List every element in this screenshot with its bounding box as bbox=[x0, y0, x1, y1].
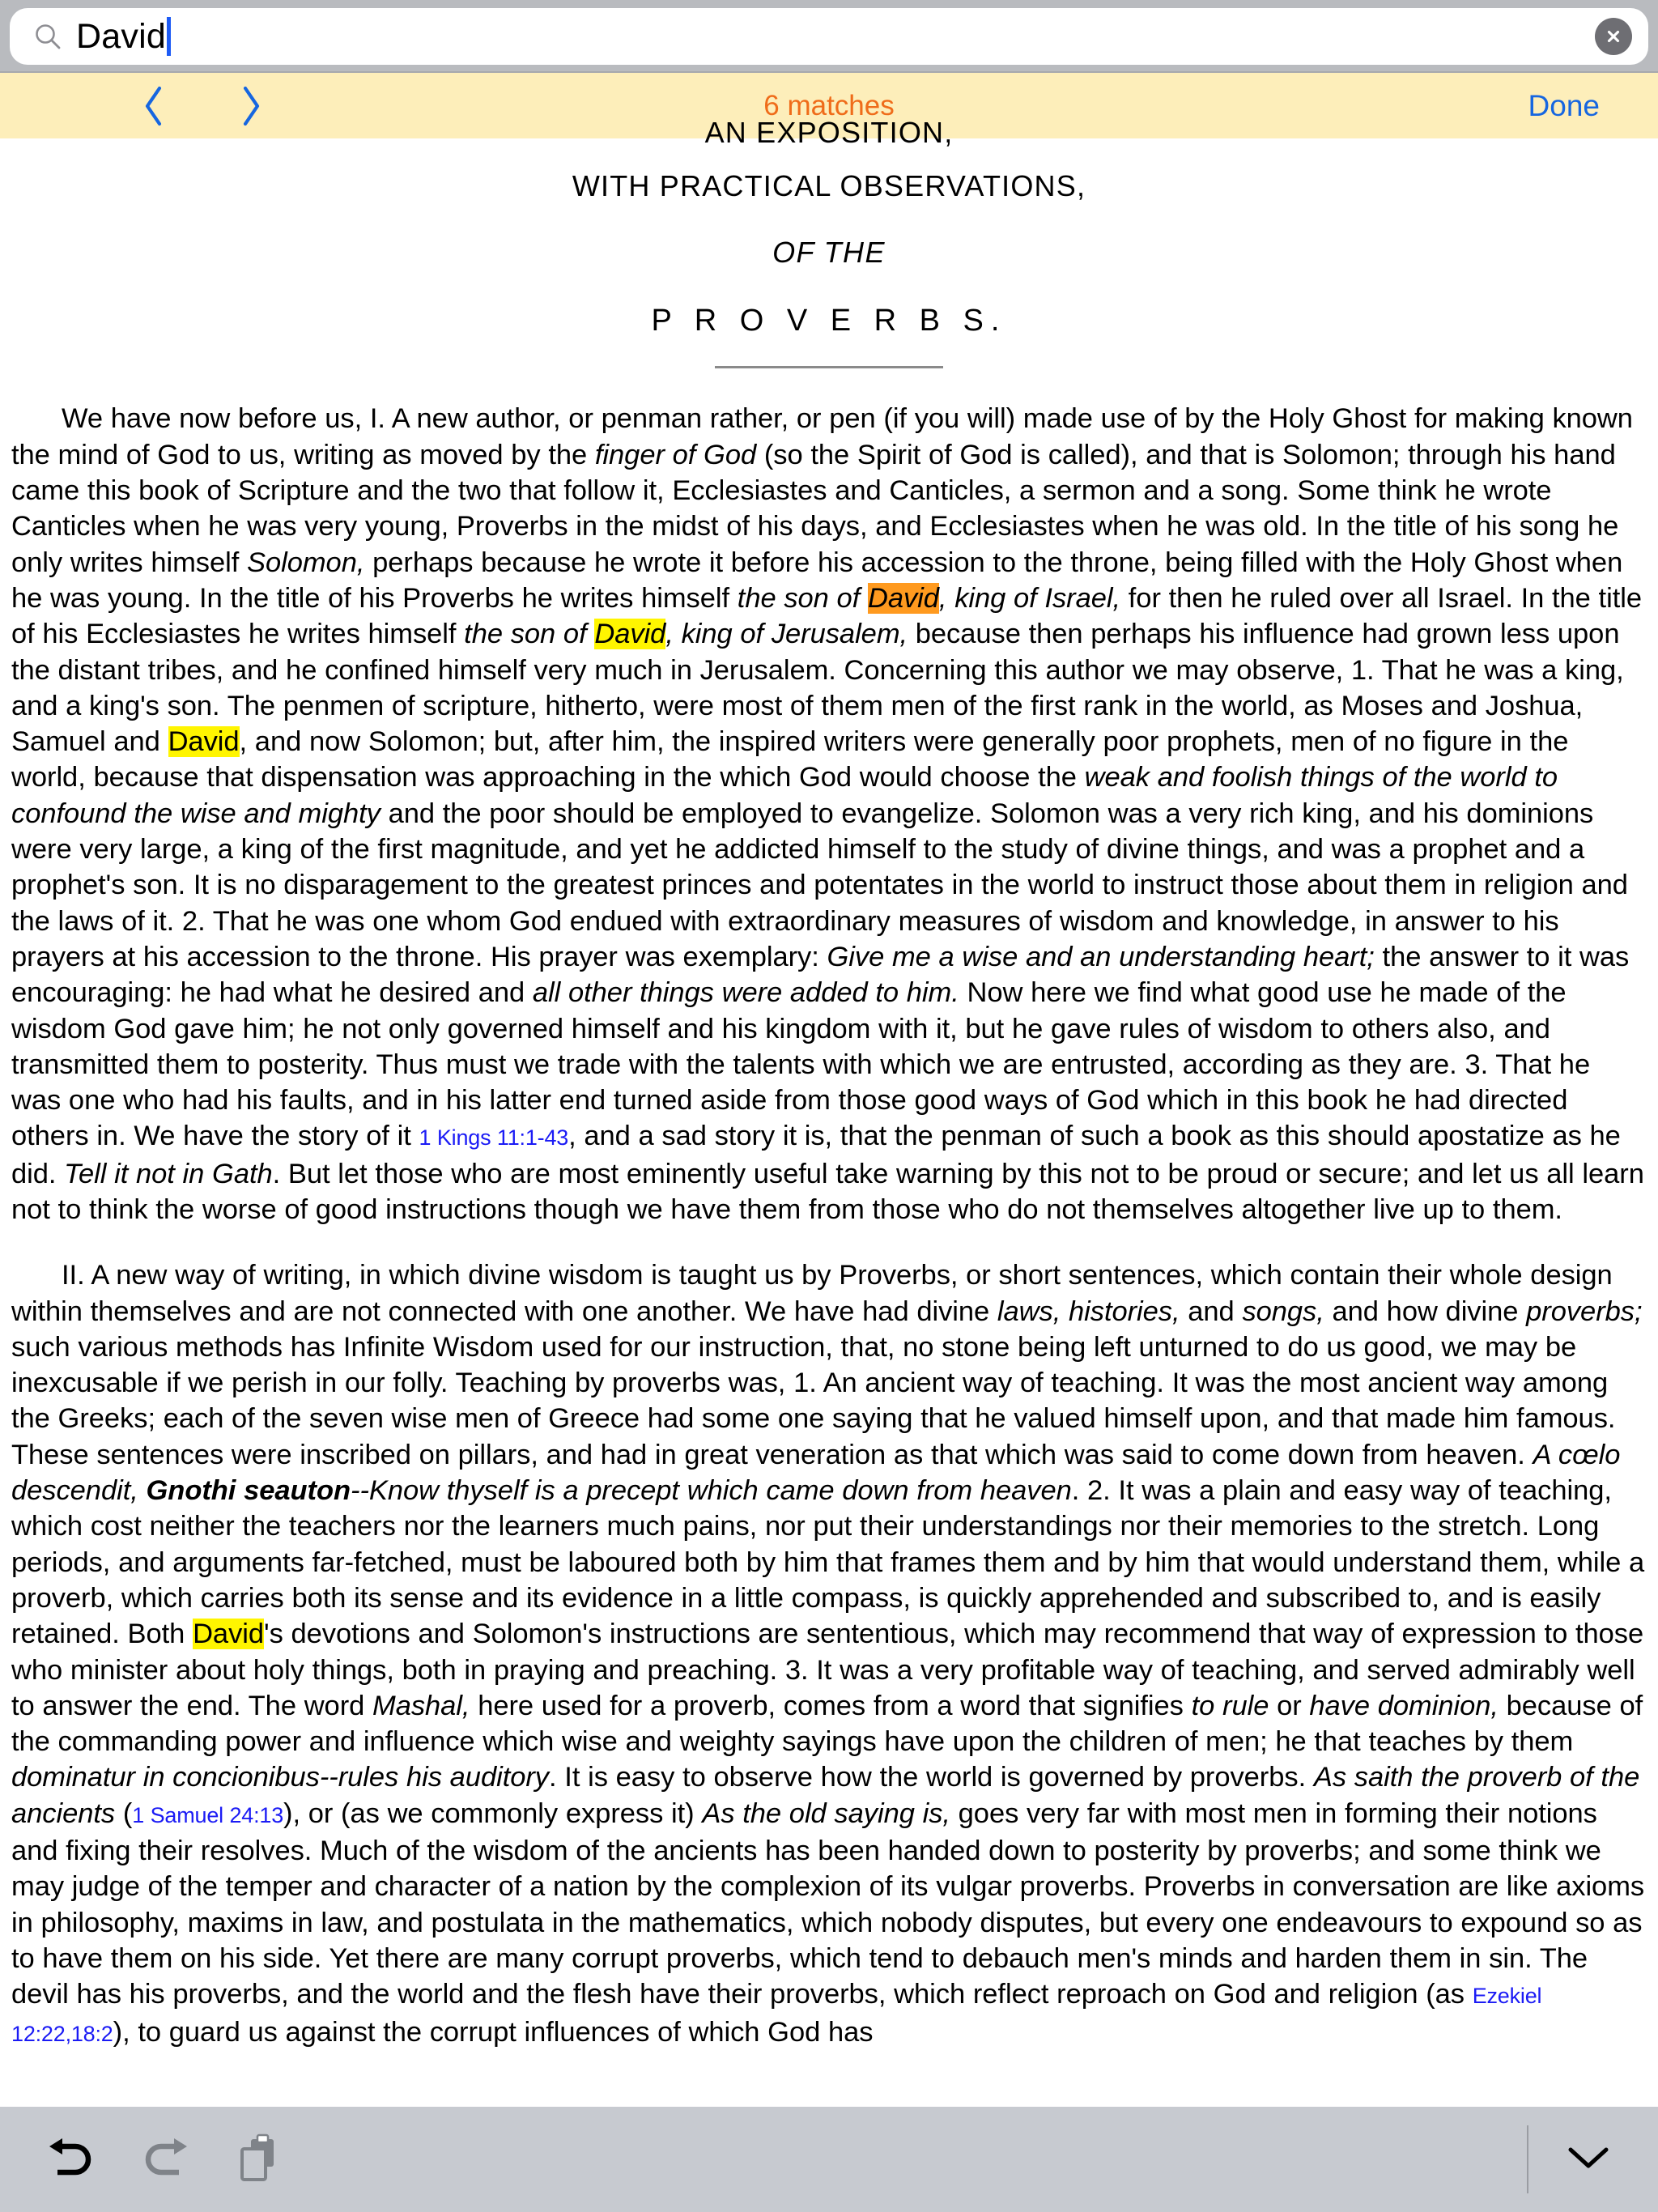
p1-italic-7: weak and foolish things of the world to confound the wise and mighty bbox=[11, 762, 1558, 829]
paragraph-2 bbox=[11, 1257, 1647, 2052]
p2-text-3: and how divine bbox=[1324, 1295, 1527, 1327]
p2-text-5: . 2. It was a plain and easy way of teaching, which cost neither the teachers nor the learners much pains, nor put their understandings nor their memories to the stretch. Long periods, and arguments far-fetched, must be laboured both by him that frames them and by him that would understand them, while a proverb, which carries both its sense and its evidence in a little compass, is quickly apprehended and subscribed to, and is easily retained. Both bbox=[11, 1475, 1645, 1650]
search-text-zone[interactable] bbox=[76, 8, 1595, 65]
toolbar-divider bbox=[1527, 2125, 1528, 2193]
p2-text-1: II. A new way of writing, in which divine wisdom is taught us by Proverbs, or short sentences, which contain their whole design within themselves and are not connected with one another. We have had divine bbox=[11, 1260, 1613, 1327]
p2-italic-2: songs, bbox=[1242, 1295, 1324, 1327]
document-body bbox=[11, 401, 1647, 2051]
chevron-down-icon bbox=[1566, 2143, 1611, 2176]
p1-italic-10: Tell it not in Gath bbox=[64, 1158, 273, 1189]
p1-italic-9: all other things were added to him. bbox=[532, 977, 959, 1009]
scripture-reference-link[interactable]: Ezekiel 12:22,18:2 bbox=[11, 1984, 1542, 2046]
paste-button[interactable] bbox=[225, 2125, 293, 2193]
p2-text-4: such various methods has Infinite Wisdom used for our instruction, that, no stone being left unturned to do us good, we may be inexcusable if we perish in our folly. Teaching by proverbs was, 1. An ancient way of teaching. It was the most ancient way among the Greeks; each of the seven wise men of Greece had some one saying that he valued himself upon, and that made him famous. These sentences were inscribed on pillars, and had in great veneration as that which was said to come down from heaven. bbox=[11, 1331, 1616, 1470]
p2-italic-10: As saith the proverb of the ancients bbox=[11, 1762, 1640, 1829]
scripture-reference-link[interactable]: 1 Samuel 24:13 bbox=[132, 1802, 284, 1827]
p2-text-10: . It is easy to observe how the world is governed by proverbs. bbox=[549, 1762, 1314, 1793]
p2-bold-latin: Gnothi seauton bbox=[146, 1475, 351, 1507]
p2-italic-9: dominatur in concionibus--rules his auditory bbox=[11, 1762, 550, 1793]
search-match[interactable]: David bbox=[193, 1619, 265, 1650]
p1-text-1: We have now before us, I. A new author, or penman rather, or pen (if you will) made use of by the Holy Ghost for making known the mind of God to us, writing as moved by the bbox=[11, 403, 1633, 470]
p1-text-9: Now here we find what good use he made of the wisdom God gave him; he not only governed himself and his kingdom with it, but he gave rules of wisdom to others also, and transmitted them to posterity. Thus must we trade with the talents with which we are entrusted, according as they are. 3. That he was one who had his faults, and in his latter end turned aside from those good ways of God which in this book he had directed others in. We have the story of it bbox=[11, 977, 1591, 1152]
p2-text-11: ( bbox=[115, 1797, 133, 1829]
bottom-toolbar bbox=[0, 2107, 1658, 2212]
p2-text-7: here used for a proverb, comes from a word that signifies bbox=[470, 1690, 1192, 1721]
p1-italic-1: finger of God bbox=[594, 439, 757, 470]
title-proverbs: P R O V E R B S. bbox=[651, 304, 1007, 338]
p1-text-5: because then perhaps his influence had grown less upon the distant tribes, and he confined himself very much in Jerusalem. Concerning this author we may observe, 1. That he was a king, and a king's son. The penmen of scripture, hitherto, were most of them men of the first rank in the world, as Moses and Joshua, Samuel and bbox=[11, 619, 1624, 758]
match-count-label: 6 matches bbox=[763, 89, 895, 121]
p1-text-2: (so the Spirit of God is called), and that is Solomon; through his hand came this book of Scripture and the two that follow it, Ecclesiastes and Canticles, a sermon and a song. Some think he wrote Canticles when he was very young, Proverbs in the midst of his days, and Ecclesiastes when he was old. In the title of his song he only writes himself bbox=[11, 439, 1619, 578]
p2-text-14: ), to guard us against the corrupt influences of which God has bbox=[113, 2016, 874, 2048]
p2-text-6: 's devotions and Solomon's instructions are sententious, which may recommend that way of expression to those who minister about holy things, both in praying and preaching. 3. It was a very profitable way of teaching, and served admirably well to answer the end. The word bbox=[11, 1619, 1644, 1721]
search-query-value: David bbox=[76, 16, 166, 56]
p2-italic-5: --Know thyself is a precept which came down from heaven bbox=[351, 1475, 1072, 1507]
dismiss-keyboard-button[interactable] bbox=[1556, 2127, 1621, 2192]
clipboard-paste-icon bbox=[238, 2134, 280, 2184]
p2-italic-3: proverbs; bbox=[1526, 1295, 1643, 1327]
p2-italic-1: laws, histories, bbox=[997, 1295, 1180, 1327]
title-an-exposition: AN EXPOSITION, bbox=[704, 116, 954, 149]
title-with-practical-observations: WITH PRACTICAL OBSERVATIONS, bbox=[572, 169, 1086, 202]
undo-button[interactable] bbox=[37, 2125, 105, 2193]
p2-italic-7: to rule bbox=[1191, 1690, 1269, 1721]
p2-text-2: and bbox=[1180, 1295, 1243, 1327]
p1-text-11: . But let those who are most eminently useful take warning by this not to be proud or secure; and let us all learn not to think the worse of good instructions though we have them from those who do not themselves altogether live up to them. bbox=[11, 1158, 1644, 1225]
redo-arrow-icon bbox=[140, 2137, 190, 2182]
p2-italic-11: As the old saying is, bbox=[702, 1797, 950, 1829]
title-line-1-clipped bbox=[11, 116, 1647, 169]
p1-italic-5: the son of bbox=[464, 619, 595, 650]
search-bar bbox=[0, 0, 1658, 71]
p1-text-4: for then he ruled over all Israel. In the title of his Ecclesiastes he writes himself bbox=[11, 582, 1642, 650]
search-match[interactable]: David bbox=[594, 619, 666, 650]
title-of-the: OF THE bbox=[772, 236, 886, 270]
redo-button[interactable] bbox=[131, 2125, 199, 2193]
text-cursor bbox=[167, 17, 171, 56]
p1-text-6: , and now Solomon; but, after him, the inspired writers were generally poor prophets, men of no figure in the world, because that dispensation was approaching in the which God would choose the bbox=[11, 726, 1569, 793]
p2-italic-4: A cœlo descendit, bbox=[11, 1439, 1621, 1507]
p2-text-9: because of the commanding power and influence which wise and weighty sayings have upon the children of men; he that teaches by them bbox=[11, 1690, 1643, 1758]
p2-text-8: or bbox=[1269, 1690, 1310, 1721]
document-title-block bbox=[11, 116, 1647, 368]
p1-text-10: , and a sad story it is, that the penman of such a book as this should apostatize as he did. bbox=[11, 1121, 1621, 1189]
search-match[interactable]: David bbox=[168, 726, 240, 758]
p1-italic-3: the son of bbox=[737, 582, 868, 614]
search-match-current[interactable]: David bbox=[867, 582, 939, 614]
document-page bbox=[0, 116, 1658, 2052]
undo-arrow-icon bbox=[46, 2137, 96, 2182]
p1-text-3: perhaps because he wrote it before his accession to the throne, being filled with the Holy Ghost when he was young. In the title of his Proverbs he writes himself bbox=[11, 547, 1623, 614]
document-scroll-area[interactable] bbox=[0, 116, 1658, 2107]
title-divider bbox=[715, 366, 943, 368]
p2-italic-8: have dominion, bbox=[1309, 1690, 1499, 1721]
p1-text-8: the answer to it was encouraging: he had what he desired and bbox=[11, 941, 1630, 1009]
done-button[interactable]: Done bbox=[1528, 88, 1600, 122]
search-input[interactable] bbox=[10, 8, 1648, 65]
p1-text-7: and the poor should be employed to evangelize. Solomon was a very rich king, and his dominions were very large, a king of the first magnitude, and yet he addicted himself to the study of divine things, and was a prophet and a prophet's son. It is no disparagement to the greatest princes and potentates in the world to instruct those about them in religion and the laws of it. 2. That he was one whom God endued with extraordinary measures of wisdom and knowledge, in answer to his prayers at his accession to the throne. His prayer was exemplary: bbox=[11, 798, 1628, 972]
p2-text-12: ), or (as we commonly express it) bbox=[283, 1797, 703, 1829]
p1-italic-4: , king of Israel, bbox=[938, 582, 1121, 614]
search-icon bbox=[34, 23, 62, 50]
paragraph-1 bbox=[11, 401, 1647, 1227]
p2-text-13: goes very far with most men in forming their notions and fixing their resolves. Much of the wisdom of the ancients has been handed down to posterity by proverbs; and some think we may judge of the temper and character of a nation by the complexion of its vulgar proverbs. Proverbs in conversation are like axioms in philosophy, maxims in law, and postulata in the mathematics, which nobody disputes, but every one endeavours to expound so as to have them on his side. Yet there are many corrupt proverbs, which tend to debauch men's minds and harden them in sin. The devil has his proverbs, and the world and the flesh have their proverbs, which reflect reproach on God and religion (as bbox=[11, 1797, 1645, 2010]
clear-search-button[interactable] bbox=[1595, 18, 1632, 55]
p1-italic-6: , king of Jerusalem, bbox=[665, 619, 908, 650]
scripture-reference-link[interactable]: 1 Kings 11:1-43 bbox=[419, 1125, 569, 1151]
p1-italic-8: Give me a wise and an understanding heart; bbox=[827, 941, 1375, 972]
p2-italic-6: Mashal, bbox=[372, 1690, 470, 1721]
p1-italic-2: Solomon, bbox=[247, 547, 365, 578]
